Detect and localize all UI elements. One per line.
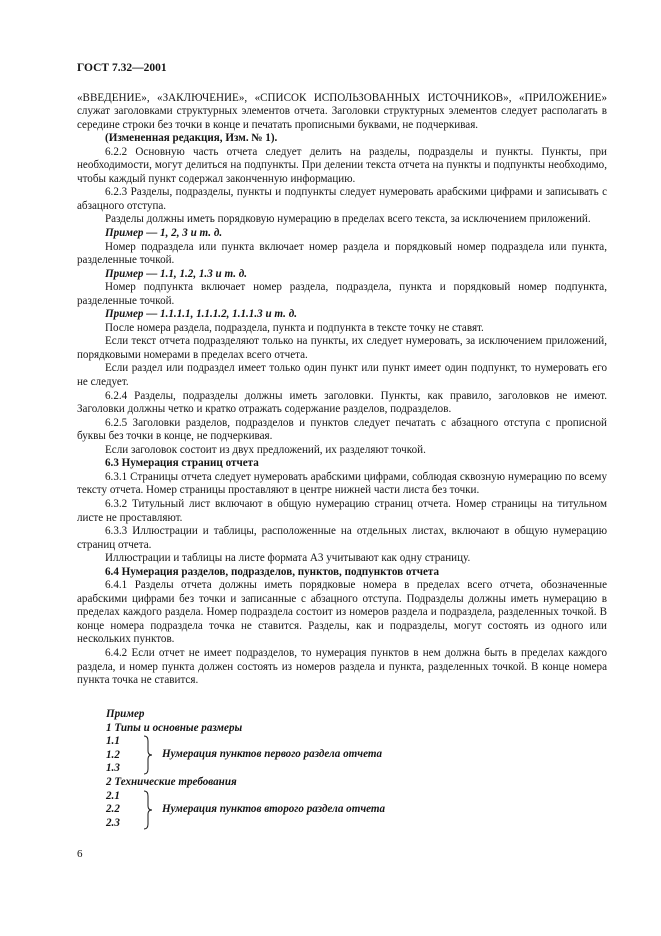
right-brace-icon: [143, 735, 153, 775]
group-label: Нумерация пунктов второго раздела отчета: [162, 802, 386, 815]
paragraph: Если раздел или подраздел имеет только один пункт или пункт имеет один подпункт, то нумеровать его не следует.: [77, 362, 607, 389]
section-heading: 6.3 Нумерация страниц отчета: [105, 457, 259, 470]
paragraph: 6.4.1 Разделы отчета должны иметь порядковые номера в пределах всего отчета, обозначенные арабскими цифрами без точки и записанные с абзацного отступа. Подразделы должны иметь нумерацию в пределах каждого раздела. Номер подраздела состоит из номеров раздела и подраздела, разделенных точкой. В конце номера подраздела точка не ставится. Разделы, как и подразделы, могут состоять из одного или нескольких пунктов.: [77, 579, 607, 646]
example-group-2: [106, 790, 526, 831]
paragraph: Номер подпункта включает номер раздела, подраздела, пункта и порядковый номер подпункта, разделенные точкой.: [77, 281, 607, 307]
item-number: 1.1: [106, 735, 120, 748]
document-page: [77, 62, 607, 688]
paragraph: После номера раздела, подраздела, пункта и подпункта в тексте точку не ставят.: [105, 321, 484, 334]
example-line: Пример — 1, 2, 3 и т. д.: [105, 227, 223, 240]
item-number: 2.2: [106, 803, 120, 816]
paragraph: «ВВЕДЕНИЕ», «ЗАКЛЮЧЕНИЕ», «СПИСОК ИСПОЛЬЗОВАННЫХ ИСТОЧНИКОВ», «ПРИЛОЖЕНИЕ» служат заголовками структурных элементов отчета. Заголовки структурных элементов следует располагать в середине строки без точки в конце и печатать прописными буквами, не подчеркивая.: [77, 91, 607, 131]
example-section-title: 2 Технические требования: [106, 776, 237, 789]
paragraph: 6.2.2 Основную часть отчета следует делить на разделы, подразделы и пункты. Пункты, при необходимости, могут делиться на подпункты. При делении текста отчета на пункты и подпункты необходимо, чтобы каждый пункт содержал законченную информацию.: [77, 145, 607, 185]
item-number: 2.3: [106, 816, 120, 829]
paragraph: Разделы должны иметь порядковую нумерацию в пределах всего текста, за исключением приложений.: [105, 213, 591, 226]
paragraph: 6.3.3 Иллюстрации и таблицы, расположенные на отдельных листах, включают в общую нумерацию страниц отчета.: [77, 525, 607, 551]
paragraph: Если заголовок состоит из двух предложений, их разделяют точкой.: [105, 443, 426, 456]
example-label: Пример: [106, 708, 145, 720]
example-line: Пример — 1.1, 1.2, 1.3 и т. д.: [105, 267, 248, 280]
example-group-1: [106, 735, 526, 776]
paragraph: 6.2.5 Заголовки разделов, подразделов и пунктов следует печатать с абзацного отступа с прописной буквы без точки в конце, не подчеркивая.: [77, 416, 607, 443]
amendment-note: (Измененная редакция, Изм. № 1).: [105, 132, 278, 145]
paragraph: 6.2.3 Разделы, подразделы, пункты и подпункты следует нумеровать арабскими цифрами и записывать с абзацного отступа.: [77, 186, 607, 212]
item-number: 1.3: [106, 762, 120, 775]
example-section-title: 1 Типы и основные размеры: [106, 721, 243, 734]
page-number: 6: [77, 848, 83, 860]
paragraph: Иллюстрации и таблицы на листе формата А3 учитывают как одну страницу.: [105, 552, 471, 565]
item-number: 1.2: [106, 748, 120, 761]
paragraph: Если текст отчета подразделяют только на пункты, их следует нумеровать, за исключением приложений, порядковыми номерами в пределах всего отчета.: [77, 335, 607, 361]
group-label: Нумерация пунктов первого раздела отчета: [162, 748, 383, 761]
paragraph: 6.2.4 Разделы, подразделы должны иметь заголовки. Пункты, как правило, заголовков не имеют. Заголовки должны четко и кратко отражать содержание разделов, подразделов.: [77, 389, 607, 416]
right-brace-icon: [143, 790, 153, 830]
paragraph: 6.3.1 Страницы отчета следует нумеровать арабскими цифрами, соблюдая сквозную нумерацию по всему тексту отчета. Номер страницы проставляют в центре нижней части листа без точки.: [77, 470, 607, 497]
paragraph: 6.4.2 Если отчет не имеет подразделов, то нумерация пунктов в нем должна быть в пределах каждого раздела, и номер пункта должен состоять из номеров раздела и пункта, разделенных точкой. В конце номера пункта точка не ставится.: [77, 646, 607, 687]
section-heading: 6.4 Нумерация разделов, подразделов, пунктов, подпунктов отчета: [105, 565, 440, 578]
document-header: ГОСТ 7.32—2001: [77, 62, 167, 74]
example-line: Пример — 1.1.1.1, 1.1.1.2, 1.1.1.3 и т. д.: [105, 308, 297, 321]
item-number: 2.1: [106, 789, 120, 802]
numbering-example: [106, 708, 526, 831]
paragraph: Номер подраздела или пункта включает номер раздела и порядковый номер подраздела или пункта, разделенные точкой.: [77, 240, 607, 267]
paragraph: 6.3.2 Титульный лист включают в общую нумерацию страниц отчета. Номер страницы на титульном листе не проставляют.: [77, 497, 607, 524]
